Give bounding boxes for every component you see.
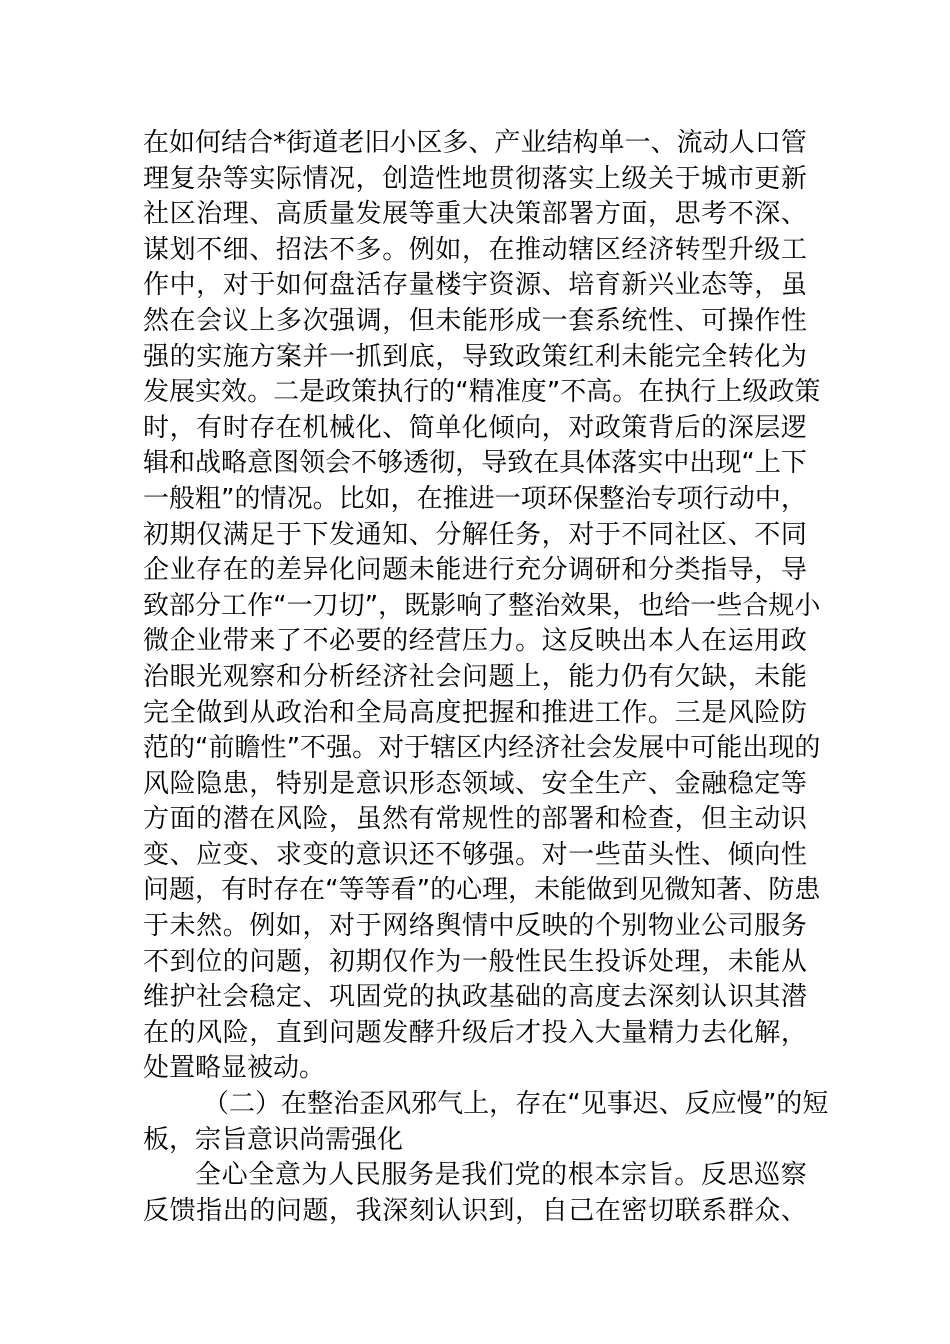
text-line: 然 在 会 议 上 多 次 强 调 ， 但 未 能 形 成 一 套 系 统 性 、 可 操 作 性 bbox=[143, 305, 807, 336]
text-line: 变 、 应 变 、 求 变 的 意 识 还 不 够 强 。 对 一 些 苗 头 性 、 倾 向 性 bbox=[143, 839, 807, 870]
text-line: 在 如 何 结 合 * 街 道 老 旧 小 区 多 、 产 业 结 构 单 一 、 流 动 人 口 管 bbox=[143, 128, 807, 158]
text-line: 理 复 杂 等 实 际 情 况 ， 创 造 性 地 贯 彻 落 实 上 级 关 于 城 市 更 新 bbox=[143, 163, 807, 194]
body-text bbox=[143, 126, 829, 1229]
text-line: 辑 和 战 略 意 图 领 会 不 够 透 彻 ， 导 致 在 具 体 落 实 中 出 现 “ 上 下 bbox=[143, 448, 807, 479]
text-line: 微 企 业 带 来 了 不 必 要 的 经 营 压 力 。 这 反 映 出 本 人 在 运 用 政 bbox=[143, 626, 807, 657]
text-line: 发 展 实 效 。 二 是 政 策 执 行 的 “ 精 准 度 ” 不 高 。 在 执 行 上 级 政 策 bbox=[143, 377, 821, 408]
text-line: 谋 划 不 细 、 招 法 不 多 。 例 如 ， 在 推 动 辖 区 经 济 转 型 升 级 工 bbox=[143, 234, 807, 265]
text-line: 企 业 存 在 的 差 异 化 问 题 未 能 进 行 充 分 调 研 和 分 类 指 导 ， 导 bbox=[143, 555, 807, 586]
text-line: 反 馈 指 出 的 问 题 ， 我 深 刻 认 识 到 ， 自 己 在 密 切 联 系 群 众 、 bbox=[143, 1195, 807, 1226]
section-heading-line: （ 二 ） 在 整 治 歪 风 邪 气 上 ， 存 在 “ 见 事 迟 、 反 应 慢 ” 的 短 bbox=[203, 1089, 829, 1120]
text-line: 方 面 的 潜 在 风 险 ， 虽 然 有 常 规 性 的 部 署 和 检 查 ， 但 主 动 识 bbox=[143, 804, 807, 835]
text-line: 完 全 做 到 从 政 治 和 全 局 高 度 把 握 和 推 进 工 作 。 三 是 风 险 防 bbox=[143, 697, 807, 728]
text-line: 社 区 治 理 、 高 质 量 发 展 等 重 大 决 策 部 署 方 面 ， 思 考 不 深 、 bbox=[143, 199, 807, 230]
text-line: 问 题 ， 有 时 存 在 “ 等 等 看 ” 的 心 理 ， 未 能 做 到 见 微 知 著 、 防 患 bbox=[143, 875, 821, 906]
text-line: 处置略显被动。 bbox=[143, 1053, 326, 1084]
text-line: 全 心 全 意 为 人 民 服 务 是 我 们 党 的 根 本 宗 旨 。 反 思 巡 察 bbox=[195, 1160, 807, 1191]
text-line: 不 到 位 的 问 题 ， 初 期 仅 作 为 一 般 性 民 生 投 诉 处 理 ， 未 能 从 bbox=[143, 946, 807, 977]
text-line: 时 ， 有 时 存 在 机 械 化 、 简 单 化 倾 向 ， 对 政 策 背 后 的 深 层 逻 bbox=[143, 412, 807, 443]
text-line: 治 眼 光 观 察 和 分 析 经 济 社 会 问 题 上 ， 能 力 仍 有 欠 缺 ， 未 能 bbox=[143, 661, 807, 692]
text-line: 在 的 风 险 ， 直 到 问 题 发 酵 升 级 后 才 投 入 大 量 精 力 去 化 解 ， bbox=[143, 1017, 807, 1048]
text-line: 致 部 分 工 作 “ 一 刀 切 ” ， 既 影 响 了 整 治 效 果 ， 也 给 一 些 合 规 小 bbox=[143, 590, 821, 621]
section-heading-line: 板，宗旨意识尚需强化 bbox=[143, 1124, 404, 1155]
text-line: 维 护 社 会 稳 定 、 巩 固 党 的 执 政 基 础 的 高 度 去 深 刻 认 识 其 潜 bbox=[143, 982, 807, 1013]
text-line: 一 般 粗 ” 的 情 况 。 比 如 ， 在 推 进 一 项 环 保 整 治 专 项 行 动 中 ， bbox=[143, 483, 807, 514]
text-line: 范 的 “ 前 瞻 性 ” 不 强 。 对 于 辖 区 内 经 济 社 会 发 展 中 可 能 出 现 的 bbox=[143, 733, 821, 764]
text-line: 强 的 实 施 方 案 并 一 抓 到 底 ， 导 致 政 策 红 利 未 能 完 全 转 化 为 bbox=[143, 341, 807, 372]
text-line: 作 中 ， 对 于 如 何 盘 活 存 量 楼 宇 资 源 、 培 育 新 兴 业 态 等 ， 虽 bbox=[143, 270, 807, 301]
text-line: 初 期 仅 满 足 于 下 发 通 知 、 分 解 任 务 ， 对 于 不 同 社 区 、 不 同 bbox=[143, 519, 807, 550]
text-line: 于 未 然 。 例 如 ， 对 于 网 络 舆 情 中 反 映 的 个 别 物 业 公 司 服 务 bbox=[143, 911, 807, 942]
text-line: 风 险 隐 患 ， 特 别 是 意 识 形 态 领 域 、 安 全 生 产 、 金 融 稳 定 等 bbox=[143, 768, 807, 799]
